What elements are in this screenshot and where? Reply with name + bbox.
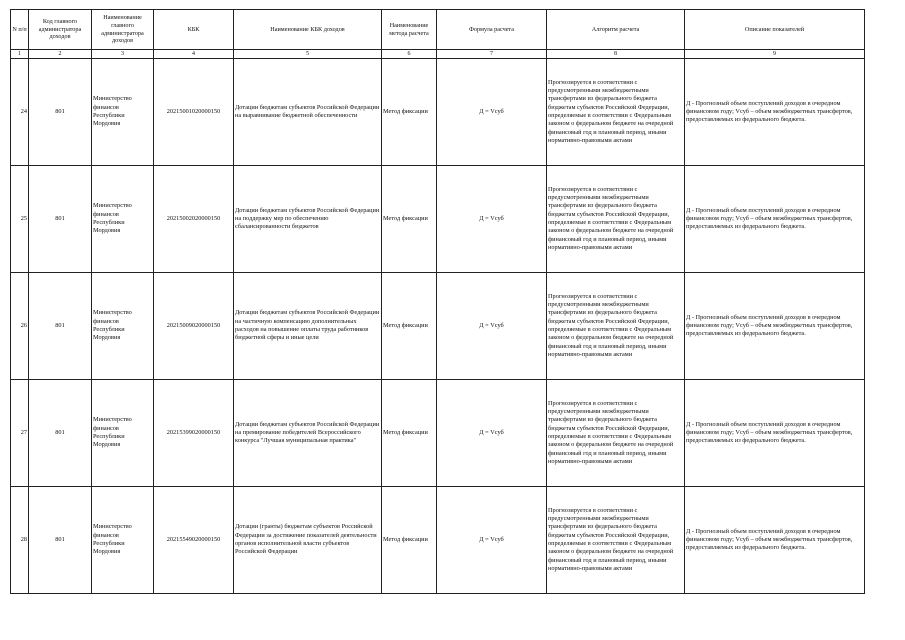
- kbk-name: Дотации бюджетам субъектов Российской Федерации на поддержку мер по обеспечению сбалансированности бюджетов: [234, 166, 382, 273]
- indicator-description: Д - Прогнозный объем поступлений доходов в очередном финансовом году; Vсуб – объем межбюджетных трансфертов, предоставляемых из федерального бюджета.: [685, 59, 865, 166]
- table-row: [11, 166, 865, 273]
- calc-formula: Д = Vсуб: [437, 166, 547, 273]
- header-cell: КБК: [154, 10, 234, 50]
- calc-formula: Д = Vсуб: [437, 273, 547, 380]
- calc-method: Метод фиксации: [382, 380, 437, 487]
- calc-method: Метод фиксации: [382, 273, 437, 380]
- table-header: [11, 10, 865, 59]
- column-number-row: [11, 50, 865, 59]
- admin-code: 801: [29, 166, 92, 273]
- indicator-description: Д - Прогнозный объем поступлений доходов в очередном финансовом году; Vсуб – объем межбюджетных трансфертов, предоставляемых из федерального бюджета.: [685, 380, 865, 487]
- column-number: 9: [685, 50, 865, 59]
- calc-formula: Д = Vсуб: [437, 59, 547, 166]
- row-number: 27: [11, 380, 29, 487]
- admin-name: Министерство финансов Республики Мордовия: [92, 487, 154, 594]
- header-cell: Описание показателей: [685, 10, 865, 50]
- indicator-description: Д - Прогнозный объем поступлений доходов в очередном финансовом году; Vсуб – объем межбюджетных трансфертов, предоставляемых из федерального бюджета.: [685, 273, 865, 380]
- admin-code: 801: [29, 487, 92, 594]
- column-number: 2: [29, 50, 92, 59]
- table-row: [11, 380, 865, 487]
- kbk-code: 20215399020000150: [154, 380, 234, 487]
- admin-code: 801: [29, 59, 92, 166]
- calc-algorithm: Прогнозируется в соответствии с предусмотренными межбюджетными трансфертами из федерального бюджета бюджетам субъектов Российской Федерации, определяемые в соответствии с Федеральным законом о федеральном бюджете на очередной финансовый год и плановый период, иными нормативно-правовыми актами: [547, 380, 685, 487]
- row-number: 25: [11, 166, 29, 273]
- indicator-description: Д - Прогнозный объем поступлений доходов в очередном финансовом году; Vсуб – объем межбюджетных трансфертов, предоставляемых из федерального бюджета.: [685, 166, 865, 273]
- calc-formula: Д = Vсуб: [437, 487, 547, 594]
- row-number: 24: [11, 59, 29, 166]
- kbk-name: Дотации бюджетам субъектов Российской Федерации на частичную компенсацию дополнительных расходов на повышение оплаты труда работников бюджетной сферы и иные цели: [234, 273, 382, 380]
- admin-name: Министерство финансов Республики Мордовия: [92, 380, 154, 487]
- revenue-methods-table: [10, 9, 865, 594]
- indicator-description: Д - Прогнозный объем поступлений доходов в очередном финансовом году; Vсуб – объем межбюджетных трансфертов, предоставляемых из федерального бюджета.: [685, 487, 865, 594]
- column-number: 4: [154, 50, 234, 59]
- table-row: [11, 59, 865, 166]
- header-cell: N п/п: [11, 10, 29, 50]
- column-number: 6: [382, 50, 437, 59]
- admin-code: 801: [29, 380, 92, 487]
- admin-name: Министерство финансов Республики Мордовия: [92, 59, 154, 166]
- table-row: [11, 273, 865, 380]
- header-row: [11, 10, 865, 50]
- calc-method: Метод фиксации: [382, 487, 437, 594]
- kbk-name: Дотации бюджетам субъектов Российской Федерации на премирование победителей Всероссийского конкурса "Лучшая муниципальная практика": [234, 380, 382, 487]
- kbk-code: 20215002020000150: [154, 166, 234, 273]
- calc-algorithm: Прогнозируется в соответствии с предусмотренными межбюджетными трансфертами из федерального бюджета бюджетам субъектов Российской Федерации, определяемые в соответствии с Федеральным законом о федеральном бюджете на очередной финансовый год и плановый период, иными нормативно-правовыми актами: [547, 487, 685, 594]
- admin-code: 801: [29, 273, 92, 380]
- column-number: 7: [437, 50, 547, 59]
- calc-formula: Д = Vсуб: [437, 380, 547, 487]
- kbk-code: 20215549020000150: [154, 487, 234, 594]
- column-number: 8: [547, 50, 685, 59]
- calc-algorithm: Прогнозируется в соответствии с предусмотренными межбюджетными трансфертами из федерального бюджета бюджетам субъектов Российской Федерации, определяемые в соответствии с Федеральным законом о федеральном бюджете на очередной финансовый год и плановый период, иными нормативно-правовыми актами: [547, 59, 685, 166]
- row-number: 28: [11, 487, 29, 594]
- calc-algorithm: Прогнозируется в соответствии с предусмотренными межбюджетными трансфертами из федерального бюджета бюджетам субъектов Российской Федерации, определяемые в соответствии с Федеральным законом о федеральном бюджете на очередной финансовый год и плановый период, иными нормативно-правовыми актами: [547, 273, 685, 380]
- admin-name: Министерство финансов Республики Мордовия: [92, 166, 154, 273]
- header-cell: Алгоритм расчета: [547, 10, 685, 50]
- header-cell: Наименование главного администратора доходов: [92, 10, 154, 50]
- header-cell: Формула расчета: [437, 10, 547, 50]
- kbk-code: 20215009020000150: [154, 273, 234, 380]
- calc-algorithm: Прогнозируется в соответствии с предусмотренными межбюджетными трансфертами из федерального бюджета бюджетам субъектов Российской Федерации, определяемые в соответствии с Федеральным законом о федеральном бюджете на очередной финансовый год и плановый период, иными нормативно-правовыми актами: [547, 166, 685, 273]
- header-cell: Наименование КБК доходов: [234, 10, 382, 50]
- column-number: 1: [11, 50, 29, 59]
- column-number: 5: [234, 50, 382, 59]
- kbk-code: 20215001020000150: [154, 59, 234, 166]
- header-cell: Наименование метода расчета: [382, 10, 437, 50]
- header-cell: Код главного администратора доходов: [29, 10, 92, 50]
- row-number: 26: [11, 273, 29, 380]
- admin-name: Министерство финансов Республики Мордовия: [92, 273, 154, 380]
- kbk-name: Дотации бюджетам субъектов Российской Федерации на выравнивание бюджетной обеспеченности: [234, 59, 382, 166]
- kbk-name: Дотации (гранты) бюджетам субъектов Российской Федерации за достижение показателей деятельности органов исполнительной власти субъектов Российской Федерации: [234, 487, 382, 594]
- calc-method: Метод фиксации: [382, 59, 437, 166]
- column-number: 3: [92, 50, 154, 59]
- table-row: [11, 487, 865, 594]
- calc-method: Метод фиксации: [382, 166, 437, 273]
